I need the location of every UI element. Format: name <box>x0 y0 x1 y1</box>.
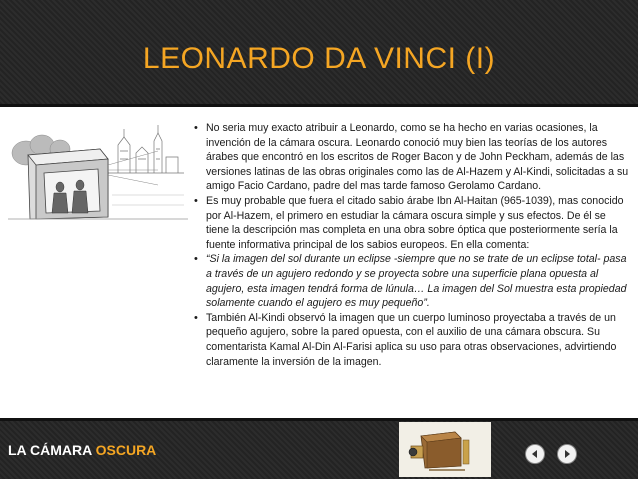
wooden-camera-icon <box>399 422 491 477</box>
bullet-text: “Si la imagen del sol durante un eclipse -siempre que no se trate de un eclipse total- pasa a través de un agujero redondo y se proyecta sobre una superficie plana opuesta al agujero, esta imagen tendrá forma de lúnula… La imagen del Sol muestra esta propiedad solamente cuando el agujero es muy pequeño”. <box>206 253 627 310</box>
bullet-dot: • <box>194 194 198 207</box>
bullet-text: Es muy probable que fuera el citado sabio árabe Ibn Al-Haitan (965-1039), mas conocido por Al-Hazem, el primero en estudiar la cámara oscura simple y sus efectos. De él se tiene la descripción mas completa en una obra sobre óptica que posteriormente sería la fuente informativa principal de los sabios europeos. En ella comenta: <box>206 194 624 251</box>
arrow-left-glyph <box>530 449 540 459</box>
slide-content <box>0 107 638 418</box>
bullet-item <box>192 194 630 252</box>
bullet-dot: • <box>194 311 198 324</box>
arrow-right-icon[interactable] <box>557 444 577 464</box>
slide-footer <box>0 418 638 479</box>
bullet-text: No seria muy exacto atribuir a Leonardo, como se ha hecho en varias ocasiones, la invención de la cámara oscura. Leonardo conoció muy bien las teorías de los autores árabes que encontró en los escritos de Roger Bacon y de John Peckham, además de las versiones latinas de las obras originales como las de Al-Hazem y Al-Kindi, solicitadas a su amigo Facio Cardano, padre del mas tarde famoso Gerolamo Cardano. <box>206 122 629 193</box>
slide-title: LEONARDO DA VINCI (I) <box>142 42 496 75</box>
bullet-dot: • <box>194 122 198 134</box>
bullet-text: También Al-Kindi observó la imagen que un cuerpo luminoso proyectaba a través de un pequeño agujero, sobre la pared opuesta, con el auxilio de una cámara obscura. Su comentarista Kamal Al-Din Al-Farisi aplica su uso para otras observaciones, advirtiendo claramente la inversión de la imagen. <box>206 311 617 368</box>
bullet-item <box>192 311 630 369</box>
bullet-dot: • <box>194 253 198 266</box>
footer-title <box>8 442 156 458</box>
footer-title-part2: OSCURA <box>95 442 157 458</box>
footer-divider <box>0 418 638 421</box>
footer-title-part1: LA CÁMARA <box>8 442 96 458</box>
bullet-item <box>192 121 630 194</box>
bullet-item <box>192 252 630 310</box>
camera-obscura-engraving-icon <box>8 115 188 225</box>
slide-header <box>0 0 638 107</box>
bullet-list <box>192 121 630 369</box>
arrow-left-icon[interactable] <box>525 444 545 464</box>
arrow-right-glyph <box>562 449 572 459</box>
